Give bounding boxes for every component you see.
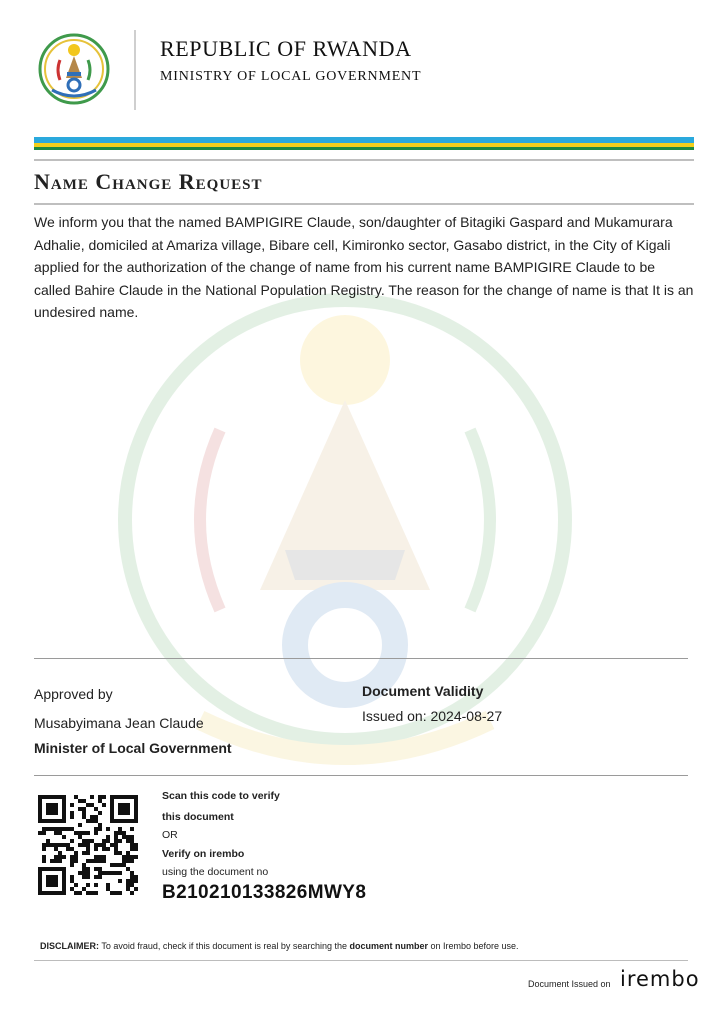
disclaimer-bold: document number (349, 941, 428, 951)
or-label: OR (162, 829, 178, 841)
rwanda-seal-icon (38, 32, 110, 106)
divider (34, 775, 688, 776)
validity-label: Document Validity (362, 683, 484, 699)
divider (34, 159, 694, 161)
ministry-heading: MINISTRY OF LOCAL GOVERNMENT (160, 69, 422, 84)
divider (34, 658, 688, 659)
scan-instruction: Scan this code to verify (162, 790, 280, 802)
issued-date: Issued on: 2024-08-27 (362, 708, 503, 724)
disclaimer (40, 941, 519, 951)
document-title: Name Change Request (34, 169, 263, 194)
approved-by-label: Approved by (34, 686, 113, 702)
flag-stripe-green (34, 147, 694, 150)
disclaimer-end: on Irembo before use. (427, 941, 519, 951)
divider (34, 203, 694, 205)
document-number: B210210133826MWY8 (162, 882, 367, 903)
seal-watermark-icon (110, 250, 580, 790)
approver-name: Musabyimana Jean Claude (34, 715, 204, 731)
approver-role: Minister of Local Government (34, 740, 232, 756)
header-divider (134, 30, 136, 110)
issued-on-label: Document Issued on (528, 979, 611, 989)
republic-heading: REPUBLIC OF RWANDA (160, 36, 412, 61)
document-body: We inform you that the named BAMPIGIRE Claude, son/daughter of Bitagiki Gaspard and Mukamurara Adhalie, domiciled at Amariza village, Bibare cell, Kimironko sector, Gasabo district, in the City of Kigali applied for the authorization of the change of name from his current name BAMPIGIRE Claude to be called Bahire Claude in the National Population Registry. The reason for the change of name is that It is an undesired name. (34, 214, 694, 321)
qr-code-icon[interactable] (38, 795, 138, 895)
using-document-no-text: using the document no (162, 866, 269, 878)
disclaimer-label: DISCLAIMER: (40, 941, 99, 951)
verify-irembo-text: Verify on irembo (162, 848, 245, 860)
disclaimer-text: To avoid fraud, check if this document is real by searching the (99, 941, 350, 951)
scan-instruction-2: this document (162, 811, 234, 823)
irembo-logo[interactable]: irembo (620, 967, 700, 991)
divider (34, 960, 688, 961)
